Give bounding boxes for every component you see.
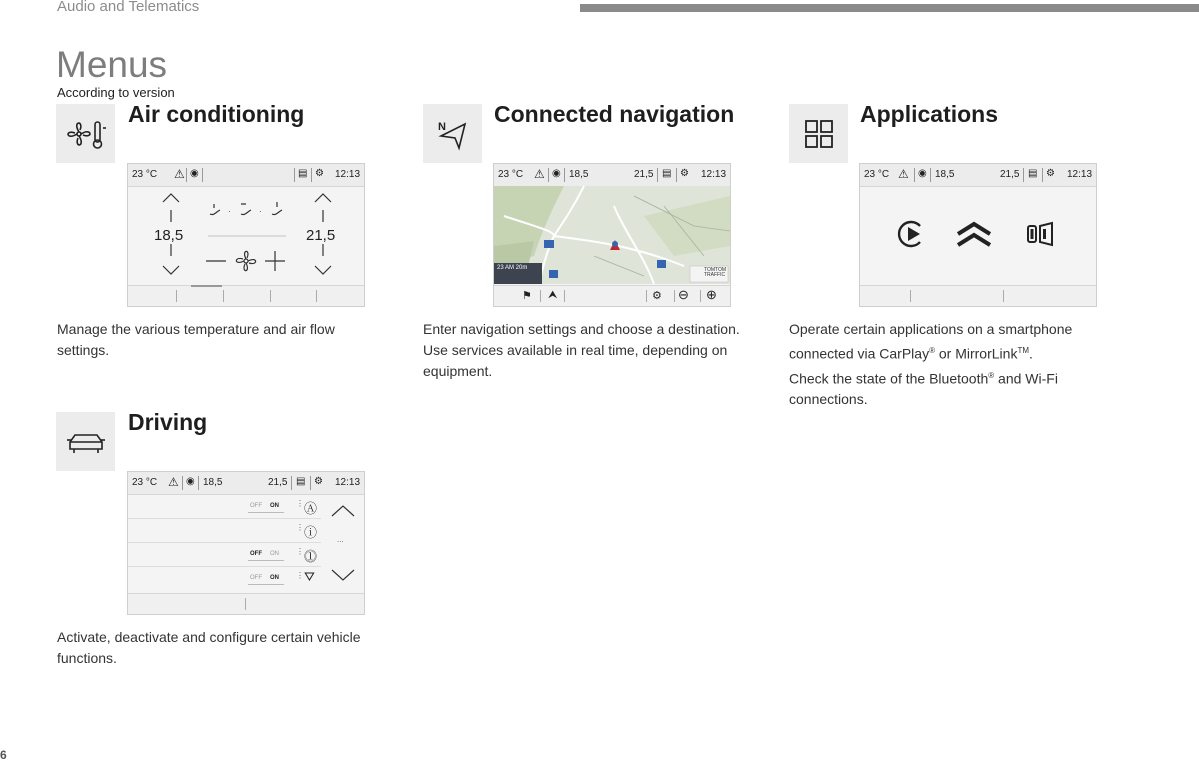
- trademark: TM: [1017, 346, 1030, 355]
- map-view[interactable]: [494, 186, 730, 284]
- clock: 12:13: [701, 169, 727, 180]
- screen-bottom-bar: [860, 285, 1096, 306]
- svg-text:N: N: [437, 120, 446, 133]
- right-temperature[interactable]: 21,5: [306, 227, 336, 244]
- brand-chevrons-icon[interactable]: [956, 220, 992, 248]
- left-temperature[interactable]: 18,5: [154, 227, 184, 244]
- left-temperature-setting: 18,5: [569, 169, 589, 180]
- right-temperature-setting: 21,5: [268, 477, 288, 488]
- toggle-on-label: ON: [270, 503, 279, 509]
- driving-description: Activate, deactivate and configure certain vehicle functions.: [57, 629, 361, 666]
- messages-icon: ▤: [298, 168, 308, 179]
- status-bar: [860, 164, 1096, 187]
- connection-icon: ◉: [552, 168, 561, 179]
- connection-icon: ◉: [186, 476, 195, 487]
- settings-icon: ⚙: [1046, 168, 1055, 179]
- driving-screen: [127, 471, 365, 615]
- left-temperature-setting: 18,5: [203, 477, 223, 488]
- page-number: 6: [0, 748, 7, 762]
- lane-function-icon: ⛛: [304, 569, 315, 584]
- applications-description-line1: Operate certain applications on a smartphone connected via CarPlay® or MirrorLink™.: [789, 321, 1073, 362]
- warning-icon: ⚠: [174, 167, 185, 181]
- registered-mark: ®: [988, 370, 995, 380]
- right-temperature-setting: 21,5: [634, 169, 654, 180]
- function-row[interactable]: OFF ON ⋮ ⓵: [128, 543, 321, 567]
- north-arrow-icon[interactable]: ⮝: [548, 289, 558, 301]
- settings-icon: ⚙: [315, 168, 324, 179]
- function-row[interactable]: ⋮ ⓘ: [128, 519, 321, 543]
- screen-bottom-bar: [128, 593, 364, 614]
- warning-icon: ⚠: [168, 475, 179, 489]
- fan-thermometer-icon: [64, 116, 108, 152]
- map-settings-icon[interactable]: ⚙: [652, 290, 662, 302]
- function-row[interactable]: OFF ON ⋮ ⛛: [250, 569, 315, 584]
- header-bar: [580, 4, 1199, 12]
- function-row[interactable]: OFF ON ⋮ Ⓐ: [128, 495, 321, 519]
- registered-mark: ®: [929, 346, 935, 355]
- applications-screen: [859, 163, 1097, 307]
- info-function-icon: ⓘ: [304, 525, 318, 540]
- status-bar: [494, 164, 730, 187]
- svg-text:·: ·: [259, 207, 262, 216]
- active-tab-indicator: [191, 285, 222, 287]
- page-title: Menus: [56, 44, 168, 85]
- messages-icon: ▤: [1028, 168, 1038, 179]
- air-conditioning-icon-box[interactable]: [56, 104, 115, 163]
- air-conditioning-description: Manage the various temperature and air flow settings.: [57, 321, 335, 358]
- grid-icon: [803, 118, 835, 150]
- scroll-arrows[interactable]: [328, 502, 358, 586]
- connection-icon: ◉: [190, 168, 199, 179]
- mirrorlink-icon[interactable]: [1022, 220, 1058, 248]
- zoom-out-icon[interactable]: ⊖: [678, 287, 689, 302]
- applications-title: Applications: [860, 101, 999, 127]
- navigation-screen: [493, 163, 731, 307]
- air-conditioning-title: Air conditioning: [128, 101, 305, 127]
- navigation-description: [423, 319, 763, 382]
- clock: 12:13: [335, 169, 361, 180]
- applications-description-line2: Check the state of the Bluetooth® and Wi-Fi connections.: [789, 370, 1058, 408]
- screen-bottom-bar: [494, 285, 730, 306]
- messages-icon: ▤: [662, 168, 672, 179]
- driving-title: Driving: [128, 409, 208, 435]
- svg-text:·: ·: [228, 207, 231, 216]
- clock: 12:13: [1067, 169, 1093, 180]
- settings-icon: ⚙: [314, 476, 323, 487]
- navigation-description-line2: Use services available in real time, depending on equipment.: [423, 342, 728, 379]
- warning-icon: ⚠: [534, 167, 545, 181]
- navigation-title: Connected navigation: [494, 101, 735, 127]
- alert-function-icon: ⓵: [304, 549, 318, 564]
- left-temperature-setting: 18,5: [935, 169, 955, 180]
- toggle-off-label: OFF: [250, 551, 262, 557]
- status-bar: [128, 164, 364, 187]
- page-subtitle: According to version: [57, 85, 175, 100]
- section-header: Audio and Telematics: [57, 0, 200, 15]
- applications-icon-box[interactable]: [789, 104, 848, 163]
- auto-function-icon: Ⓐ: [304, 501, 318, 516]
- toggle-on-label: ON: [270, 575, 279, 581]
- right-temperature-setting: 21,5: [1000, 169, 1020, 180]
- compass-arrow-icon: [433, 116, 473, 152]
- map-time-overlay: 23 AM 20m: [497, 265, 528, 271]
- screen-bottom-bar: [128, 285, 364, 306]
- toggle-off-label: OFF: [250, 575, 262, 581]
- driving-icon-box[interactable]: [56, 412, 115, 471]
- car-icon: [66, 427, 106, 457]
- connection-icon: ◉: [918, 168, 927, 179]
- clock: 12:13: [335, 477, 361, 488]
- carplay-icon[interactable]: [896, 218, 926, 250]
- destination-flag-icon[interactable]: ⚑: [522, 290, 532, 302]
- applications-description: [789, 319, 1129, 410]
- outside-temperature: 23 °C: [498, 169, 524, 180]
- messages-icon: ▤: [296, 476, 306, 487]
- outside-temperature: 23 °C: [132, 169, 158, 180]
- toggle-on-label: ON: [270, 551, 279, 557]
- settings-icon: ⚙: [680, 168, 689, 179]
- navigation-icon-box[interactable]: [423, 104, 482, 163]
- air-conditioning-screen: [127, 163, 365, 307]
- scroll-more-indicator: ...: [337, 535, 344, 544]
- zoom-in-icon[interactable]: ⊕: [706, 287, 717, 302]
- traffic-badge[interactable]: TOMTOM TRAFFIC: [704, 267, 727, 278]
- warning-icon: ⚠: [898, 167, 909, 181]
- status-bar: [128, 472, 364, 495]
- outside-temperature: 23 °C: [132, 477, 158, 488]
- toggle-off-label: OFF: [250, 503, 262, 509]
- navigation-description-line1: Enter navigation settings and choose a destination.: [423, 321, 740, 337]
- outside-temperature: 23 °C: [864, 169, 890, 180]
